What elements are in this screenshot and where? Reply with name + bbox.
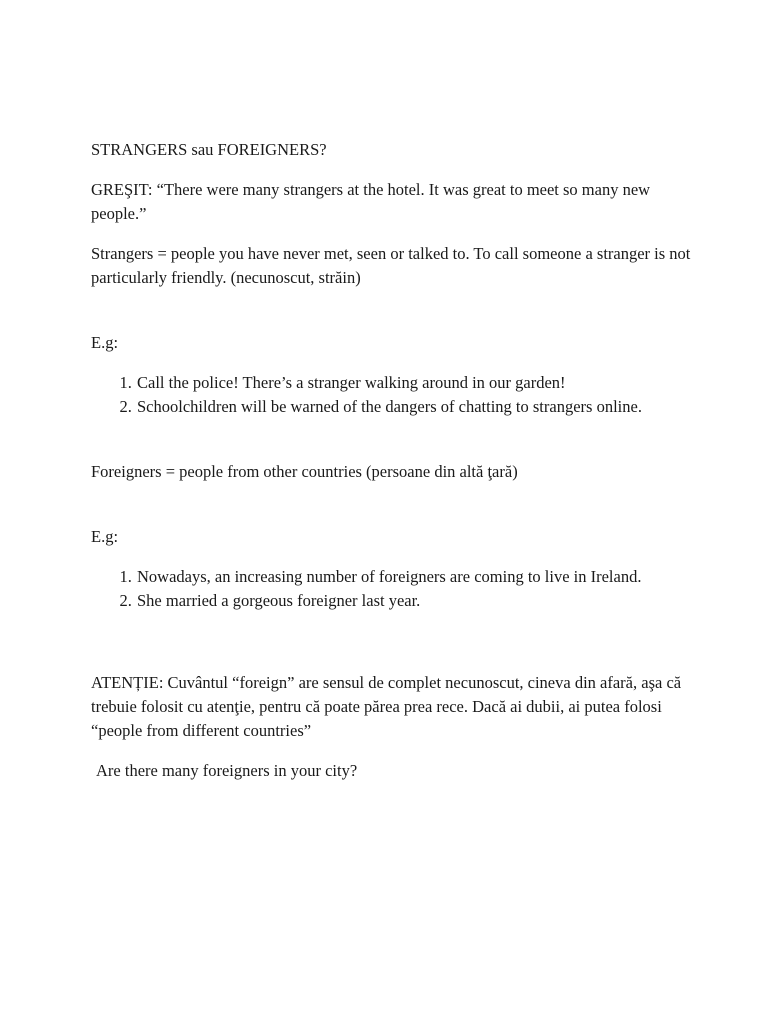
list-item: 1. Nowadays, an increasing number of foreigners are coming to live in Ireland. [136, 565, 691, 589]
strangers-definition: Strangers = people you have never met, seen or talked to. To call someone a stranger is not particularly friendly. (necunoscut, străin) [91, 244, 691, 287]
page-title: STRANGERS sau FOREIGNERS? [91, 140, 327, 159]
foreigners-example-list [91, 565, 691, 613]
example-label-foreigners: E.g: [91, 527, 119, 546]
document-page [91, 138, 691, 783]
foreigners-definition: Foreigners = people from other countries (persoane din altă ţară) [91, 462, 518, 481]
list-item: 1. Call the police! There’s a stranger walking around in our garden! [136, 371, 691, 395]
list-item: 2. She married a gorgeous foreigner last year. [136, 589, 691, 613]
wrong-usage-example: GREŞIT: “There were many strangers at the hotel. It was great to meet so many new people.” [91, 180, 651, 223]
strangers-example-list [91, 371, 691, 419]
attention-note: ATENȚIE: Cuvântul “foreign” are sensul de complet necunoscut, cineva din afară, aşa că trebuie folosit cu atenţie, pentru că poate părea prea rece. Dacă ai dubii, ai putea folosi “people from different countries” [91, 673, 682, 740]
question: Are there many foreigners in your city? [96, 761, 358, 780]
example-label-strangers: E.g: [91, 333, 119, 352]
list-item: 2. Schoolchildren will be warned of the dangers of chatting to strangers online. [136, 395, 691, 419]
